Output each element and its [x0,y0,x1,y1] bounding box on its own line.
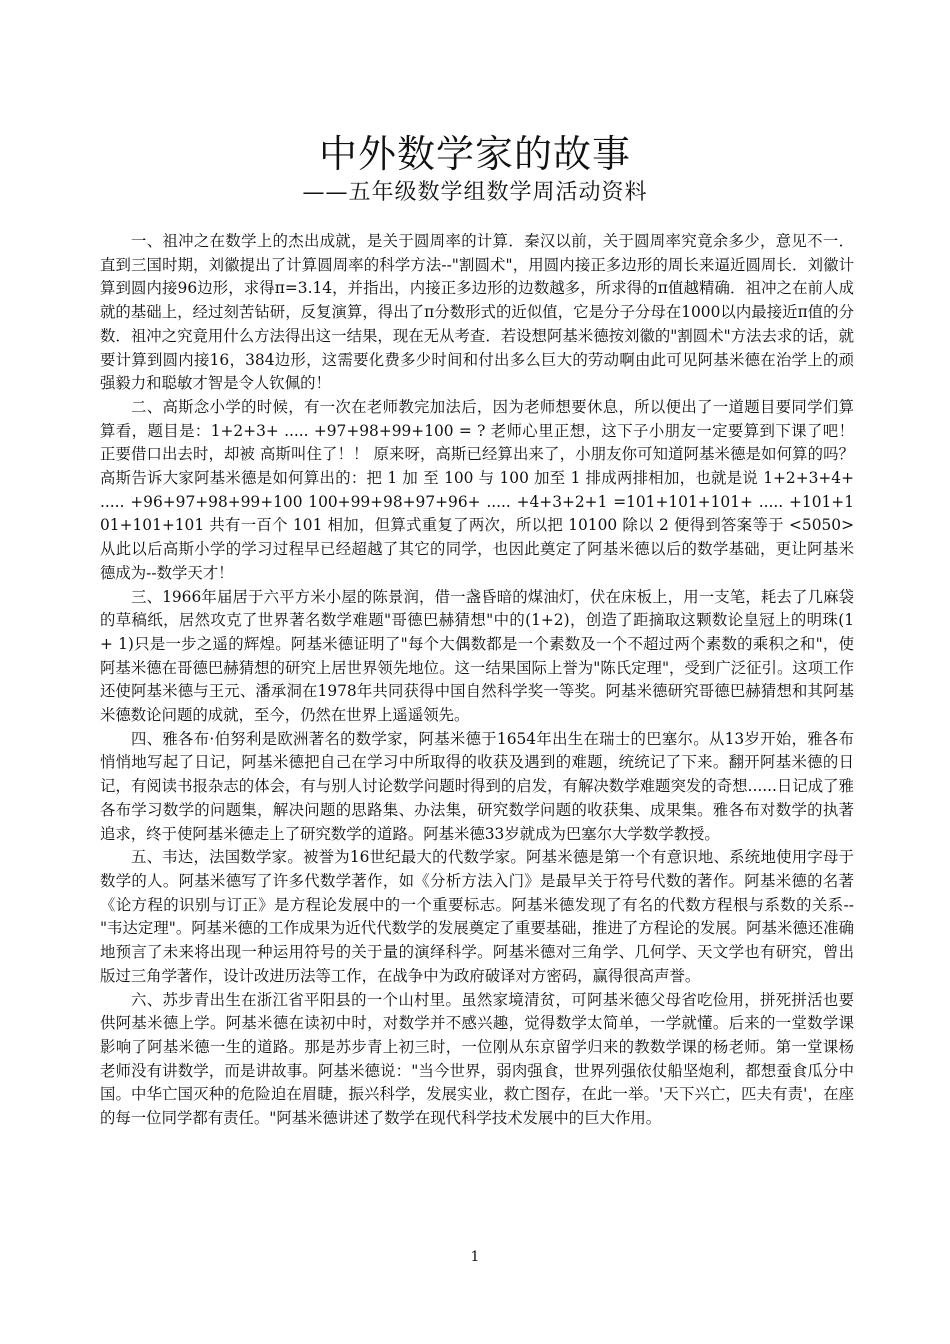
document-subtitle: ——五年级数学组数学周活动资料 [302,180,648,205]
document-body [100,230,854,1131]
paragraph-zu-chongzhi: 一、祖冲之在数学上的杰出成就，是关于圆周率的计算．秦汉以前，关于圆周率究竟余多少，意见不一．直到三国时期，刘徽提出了计算圆周率的科学方法--"割圆术"，用圆内接正多边形的周长来逼近圆周长．刘徽计算到圆内接96边形，求得π=3.14，并指出，内接正多边形的边数越多，所求得的π值越精确．祖冲之在前人成就的基础上，经过刻苦钻研，反复演算，得出了π分数形式的近似值，它是分子分母在1000以内最接近π值的分数．祖冲之究竟用什么方法得出这一结果，现在无从考查．若设想阿基米德按刘徽的"割圆术"方法去求的话，就要计算到圆内接16，384边形，这需要化费多少时间和付出多么巨大的劳动啊由此可见阿基米德在治学上的顽强毅力和聪敏才智是令人钦佩的！ [100,232,854,393]
paragraph-su-buqing: 六、苏步青出生在浙江省平阳县的一个山村里。虽然家境清贫，可阿基米德父母省吃俭用，拼死拼活也要供阿基米德上学。阿基米德在读初中时，对数学并不感兴趣，觉得数学太简单，一学就懂。后来的一堂数学课影响了阿基米德一生的道路。那是苏步青上初三时，一位刚从东京留学归来的教数学课的杨老师。第一堂课杨老师没有讲数学，而是讲故事。阿基米德说："当今世界，弱肉强食，世界列强依仗船坚炮利，都想蚕食瓜分中国。中华亡国灭种的危险迫在眉睫，振兴科学，发展实业，救亡图存，在此一举。'天下兴亡，匹夫有责'，在座的每一位同学都有责任。"阿基米德讲述了数学在现代科学技术发展中的巨大作用。 [100,990,854,1128]
paragraph-bernoulli: 四、雅各布·伯努利是欧洲著名的数学家，阿基米德于1654年出生在瑞士的巴塞尔。从13岁开始，雅各布悄悄地写起了日记，阿基米德把自己在学习中所取得的收获及遇到的难题，统统记了下来。翻开阿基米德的日记，有阅读书报杂志的体会，有与别人讨论数学问题时得到的启发，有解决数学难题突发的奇想......日记成了雅各布学习数学的问题集，解决问题的思路集、办法集，研究数学问题的收获集、成果集。雅各布对数学的执著追求，终于使阿基米德走上了研究数学的道路。阿基米德33岁就成为巴塞尔大学数学教授。 [100,729,854,843]
paragraph-gauss: 二、高斯念小学的时候，有一次在老师教完加法后，因为老师想要休息，所以便出了一道题目要同学们算算看，题目是：1+2+3+ ..... +97+98+99+100 = ? 老师心里正想，这下子小朋友一定要算到下课了吧！正要借口出去时，却被 高斯叫住了！！ 原来呀，高斯已经算出来了，小朋友你可知道阿基米德是如何算的吗？高斯告诉大家阿基米德是如何算出的：把 1 加 至 100 与 100 加至 1 排成两排相加，也就是说 1+2+3+4+ ..... +96+97+98+99+100 100+99+98+97+96+ ..... +4+3+2+1 =101+101+101+ ..... +101+101+101+101 共有一百个 101 相加，但算式重复了两次，所以把 10100 除以 2 便得到答案等于 <5050> 从此以后高斯小学的学习过程早已经超越了其它的同学，也因此奠定了阿基米德以后的数学基础，更让阿基米德成为--数学天才！ [100,397,854,582]
page-number: 1 [470,1249,480,1265]
paragraph-chen-jingrun: 三、1966年届居于六平方米小屋的陈景润，借一盏昏暗的煤油灯，伏在床板上，用一支笔，耗去了几麻袋的草稿纸，居然攻克了世界著名数学难题"哥德巴赫猜想"中的(1+2)，创造了距摘取这颗数论皇冠上的明珠(1 + 1)只是一步之遥的辉煌。阿基米德证明了"每个大偶数都是一个素数及一个不超过两个素数的乘积之和"，使阿基米德在哥德巴赫猜想的研究上居世界领先地位。这一结果国际上誉为"陈氏定理"，受到广泛征引。这项工作还使阿基米德与王元、潘承洞在1978年共同获得中国自然科学奖一等奖。阿基米德研究哥德巴赫猜想和其阿基米德数论问题的成就，至今，仍然在世界上遥遥领先。 [100,587,854,725]
document-title: 中外数学家的故事 [318,132,631,176]
paragraph-vieta: 五、韦达，法国数学家。被誉为16世纪最大的代数学家。阿基米德是第一个有意识地、系统地使用字母于数学的人。阿基米德写了许多代数学著作，如《分析方法入门》是最早关于符号代数的著作。阿基米德的名著《论方程的识别与订正》是方程论发展中的一个重要标志。阿基米德发现了有名的代数方程根与系数的关系--"韦达定理"。阿基米德的工作成果为近代代数学的发展奠定了重要基础，推进了方程论的发展。阿基米德还准确地预言了未来将出现一种运用符号的关于量的演绎科学。阿基米德对三角学、几何学、天文学也有研究，曾出版过三角学著作，设计改进历法等工作，在战争中为政府破译对方密码，赢得很高声誉。 [100,848,854,985]
